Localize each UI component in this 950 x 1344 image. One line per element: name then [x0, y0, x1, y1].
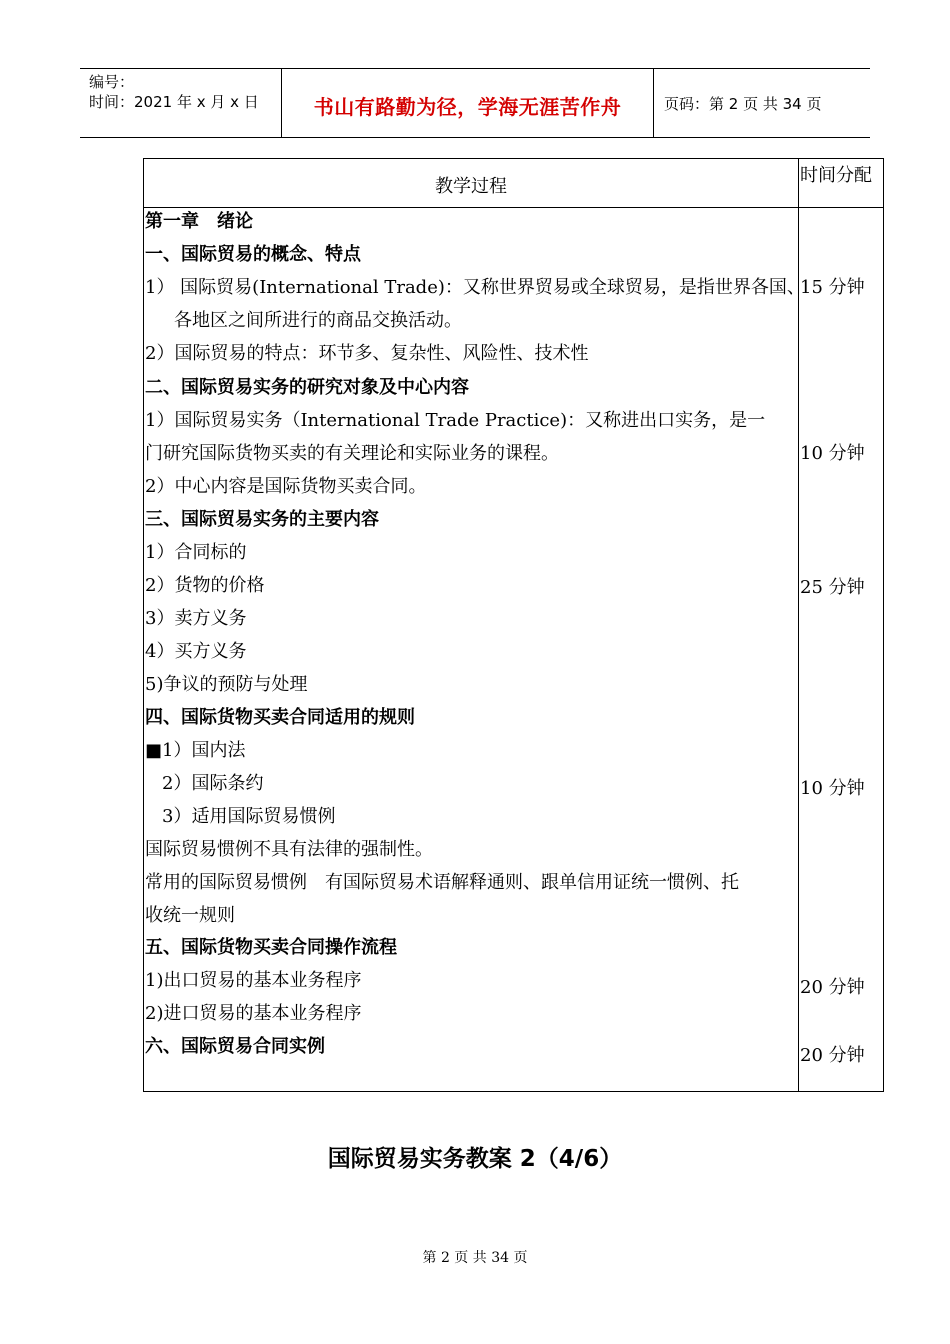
- content-line: ■1）国内法: [145, 740, 246, 761]
- content-line: 1）合同标的: [145, 542, 247, 563]
- content-line: 5)争议的预防与处理: [145, 674, 308, 695]
- content-line: 收统一规则: [145, 905, 235, 926]
- content-line: 门研究国际货物买卖的有关理论和实际业务的课程。: [145, 443, 559, 464]
- content-line: 1） 国际贸易(International Trade)：又称世界贸易或全球贸易，是指世界各国、: [145, 277, 805, 298]
- time-allocation: 20 分钟: [800, 977, 865, 998]
- content-line: 2)进口贸易的基本业务程序: [145, 1003, 362, 1024]
- content-line: 常用的国际贸易惯例 有国际贸易术语解释通则、跟单信用证统一惯例、托: [145, 872, 739, 893]
- content-line: 2）货物的价格: [145, 575, 265, 596]
- page-header: [80, 68, 870, 138]
- section-heading: 二、国际贸易实务的研究对象及中心内容: [145, 377, 469, 398]
- section-heading: 三、国际贸易实务的主要内容: [145, 509, 379, 530]
- time-allocation: 25 分钟: [800, 577, 865, 598]
- chapter-title: 第一章 绪论: [145, 211, 253, 232]
- content-line: 2）国际贸易的特点：环节多、复杂性、风险性、技术性: [145, 343, 589, 364]
- content-line: 2）中心内容是国际货物买卖合同。: [145, 476, 427, 497]
- section-heading: 五、国际货物买卖合同操作流程: [145, 937, 397, 958]
- content-line: 4）买方义务: [145, 641, 247, 662]
- time-allocation: 10 分钟: [800, 443, 865, 464]
- content-line: 3）卖方义务: [145, 608, 247, 629]
- content-line: 1)出口贸易的基本业务程序: [145, 970, 362, 991]
- content-line: 各地区之间所进行的商品交换活动。: [174, 310, 462, 331]
- time-allocation: 15 分钟: [800, 277, 865, 298]
- column-header-process: 教学过程: [435, 176, 507, 197]
- content-line: 国际贸易惯例不具有法律的强制性。: [145, 839, 433, 860]
- content-line: 3）适用国际贸易惯例: [162, 806, 336, 827]
- section-heading: 四、国际货物买卖合同适用的规则: [145, 707, 415, 728]
- section-heading: 六、国际贸易合同实例: [145, 1036, 325, 1057]
- content-line: 1）国际贸易实务（International Trade Practice)：又称进出口实务，是一: [145, 410, 766, 431]
- content-line: 2）国际条约: [162, 773, 264, 794]
- motto-text: 书山有路勤为径，学海无涯苦作舟: [313, 95, 622, 119]
- header-divider: [144, 207, 883, 208]
- header-meta-cell: [80, 69, 282, 137]
- column-header-time: 时间分配: [800, 165, 872, 186]
- number-label: 编号：: [89, 73, 135, 91]
- section-heading: 一、国际贸易的概念、特点: [145, 244, 361, 265]
- page-code: 页码：第 2 页 共 34 页: [664, 95, 822, 113]
- document-title: 国际贸易实务教案 2（4/6）: [327, 1146, 623, 1172]
- time-label: 时间：2021 年 x 月 x 日: [89, 93, 259, 111]
- time-allocation: 10 分钟: [800, 778, 865, 799]
- time-allocation: 20 分钟: [800, 1045, 865, 1066]
- teaching-table: [143, 158, 884, 1092]
- header-page-cell: [654, 69, 870, 137]
- header-motto-cell: [282, 69, 654, 137]
- page-footer: 第 2 页 共 34 页: [422, 1250, 528, 1266]
